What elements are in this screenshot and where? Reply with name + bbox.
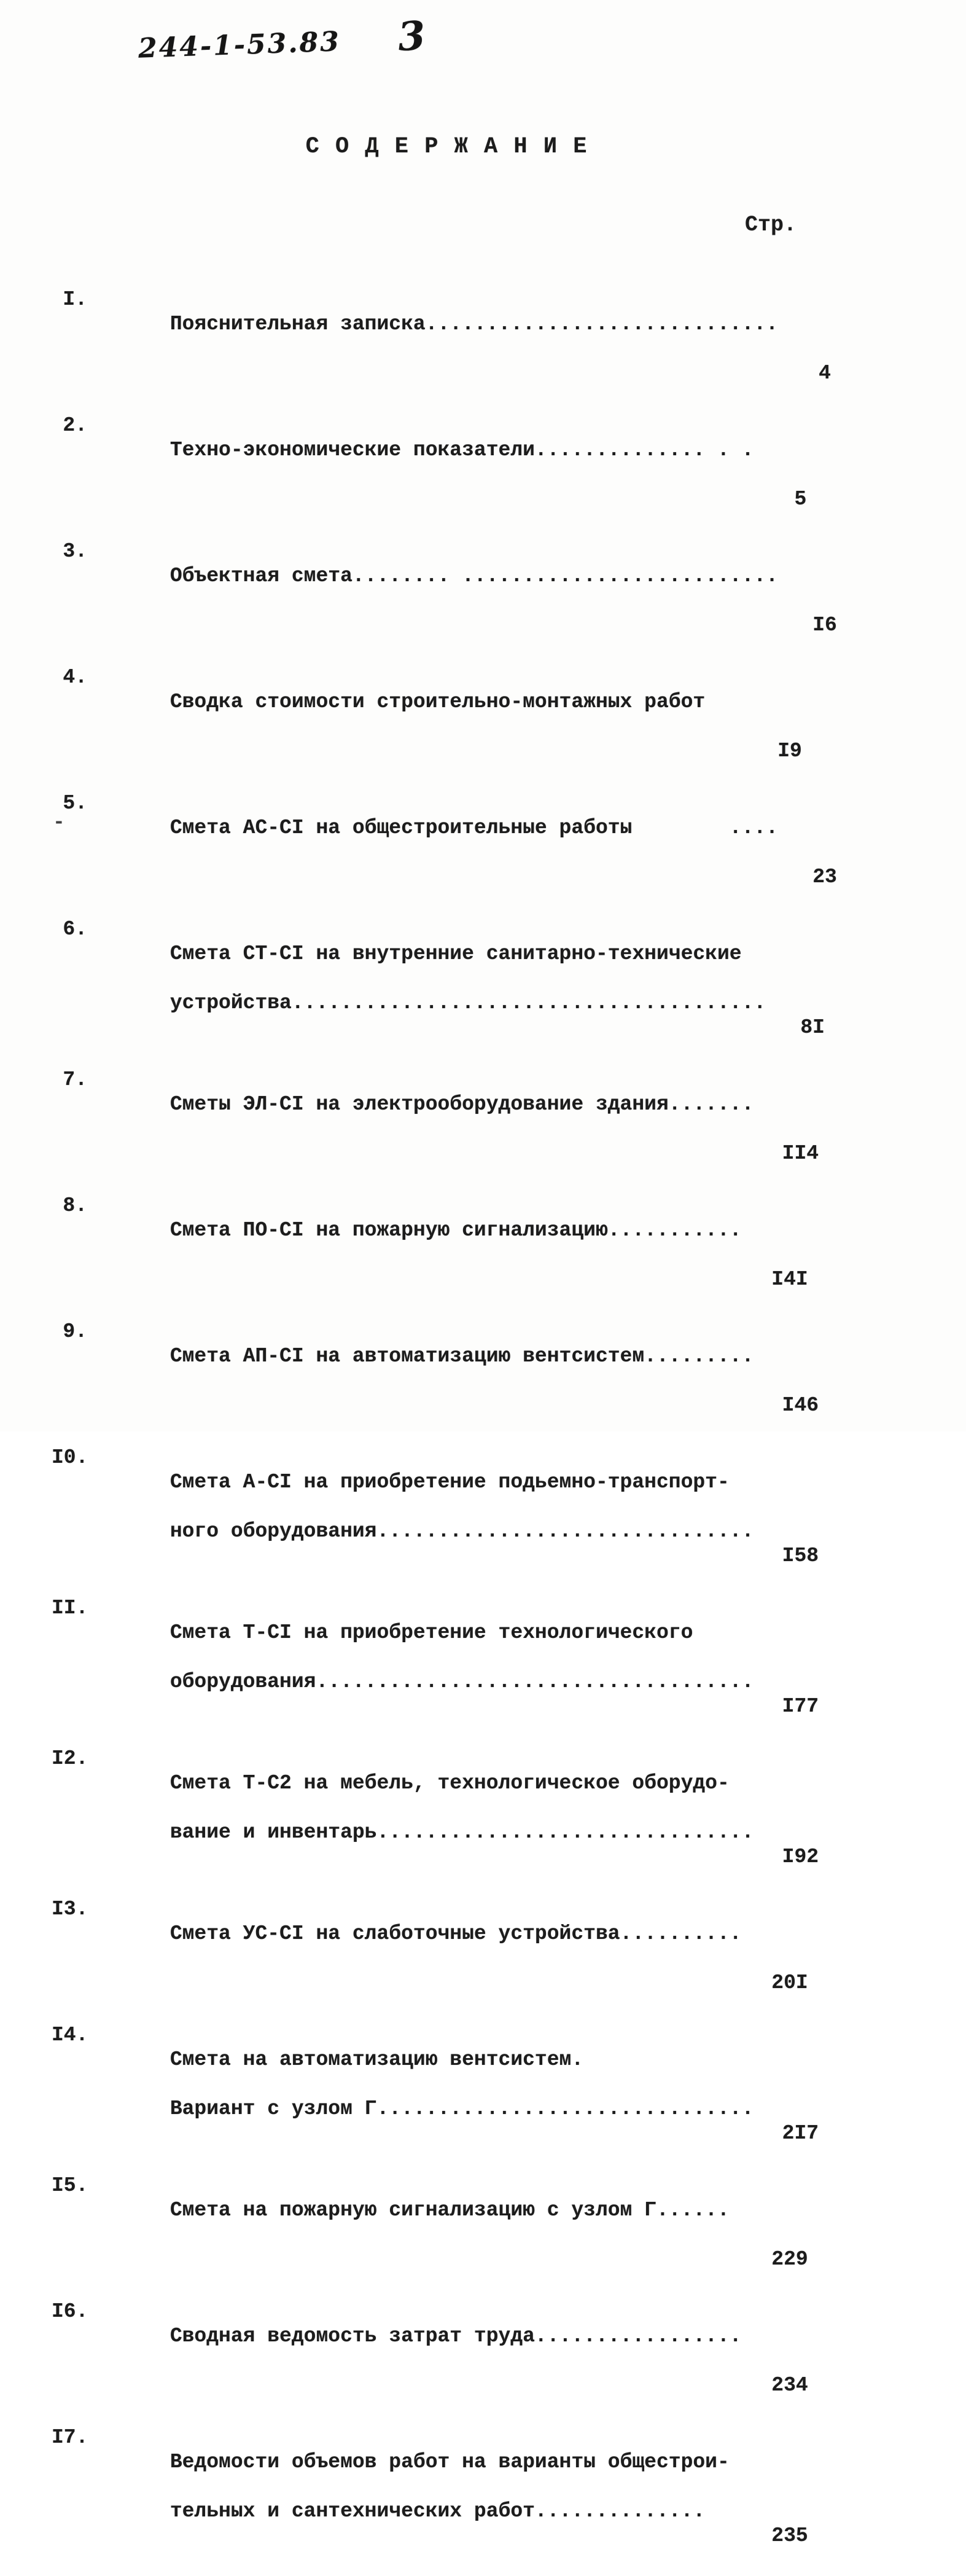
toc-item-number: I2. (52, 1747, 88, 1770)
toc-item-page: 2I7 (782, 2122, 819, 2145)
toc-row (52, 1897, 836, 1995)
toc-item-page: I9 (777, 740, 802, 762)
toc-item-page: 4 (819, 362, 831, 385)
toc-row (52, 2023, 836, 2146)
toc-item-page: I4I (771, 1268, 808, 1291)
toc-item-title (87, 1596, 754, 1719)
toc-item-title-line1: Смета на автоматизацию вентсистем. (169, 2048, 584, 2071)
toc-item-title (87, 1446, 754, 1568)
toc-item-title-line2: устройства....................................... (169, 992, 766, 1014)
toc-item-title-line1: Смета А-СI на приобретение подьемно-транспорт- (169, 1471, 730, 1494)
toc-item-number: 7. (63, 1068, 87, 1091)
toc-item-page: I77 (782, 1695, 819, 1718)
toc-item-page: 234 (771, 2374, 808, 2397)
toc-item-number: I7. (52, 2426, 88, 2449)
toc-item-title-line1: Смета УС-СI на слаботочные устройства.......... (169, 1922, 742, 1945)
toc-row (52, 1446, 836, 1568)
toc-item-page: 20I (771, 1971, 808, 1994)
toc-item-number: I5. (52, 2174, 88, 2197)
toc-item-page: I6 (812, 614, 837, 636)
toc-item-page: I92 (782, 1846, 819, 1868)
toc-item-title-line2: Вариант с узлом Г............................... (169, 2097, 754, 2120)
toc-row (52, 1194, 836, 1292)
toc-row (52, 665, 836, 764)
toc-item-title-line1: Объектная смета........ .......................... (169, 565, 778, 587)
toc-item-title-line1: Смета ПО-СI на пожарную сигнализацию........... (169, 1219, 742, 1242)
toc-list (52, 288, 836, 2576)
toc-item-page: I46 (782, 1394, 819, 1417)
toc-item-number: I0. (52, 1446, 88, 1469)
toc-item-title (87, 413, 754, 512)
toc-item-title (87, 791, 778, 890)
toc-item-title (87, 2023, 754, 2146)
toc-item-title-line2: вание и инвентарь............................... (169, 1821, 754, 1844)
toc-item-page: I58 (782, 1544, 819, 1567)
toc-row (52, 413, 836, 512)
handwritten-doc-code: 244-1-53.83 (138, 26, 341, 65)
toc-item-title (87, 917, 766, 1040)
toc-item-number: I3. (52, 1898, 88, 1920)
toc-item-title-line1: Сметы ЭЛ-СI на электрооборудование здания....... (169, 1093, 754, 1116)
toc-item-title-line1: Пояснительная записка............................. (169, 313, 778, 335)
toc-row (52, 1320, 836, 1418)
toc-item-title (87, 2425, 743, 2548)
toc-row (52, 2174, 836, 2272)
toc-item-page: 23 (812, 866, 837, 888)
toc-item-title-line1: Смета АП-СI на автоматизацию вентсистем......... (169, 1345, 754, 1368)
toc-item-number: II. (52, 1597, 88, 1619)
handwritten-page-number: 3 (396, 12, 427, 61)
toc-item-title (87, 2300, 743, 2398)
toc-item-title (87, 2174, 743, 2272)
toc-item-number: I4. (52, 2024, 88, 2046)
toc-item-number: 8. (63, 1194, 87, 1217)
toc-item-number: 6. (63, 918, 87, 941)
toc-item-title-line1: Смета АС-СI на общестроительные работы .... (169, 816, 778, 839)
scan-artifact-dash: - (53, 811, 65, 834)
toc-row (52, 2300, 836, 2398)
toc-item-title-line2: тельных и сантехнических работ.............. (169, 2500, 706, 2523)
toc-item-number: 4. (63, 666, 87, 689)
toc-item-page: II4 (782, 1142, 819, 1165)
toc-row (52, 1747, 836, 1869)
toc-item-title (87, 1897, 743, 1995)
toc-item-number: 3. (63, 540, 87, 563)
toc-item-title-line1: Смета СТ-СI на внутренние санитарно-технические (169, 942, 742, 965)
toc-item-title-line1: Смета на пожарную сигнализацию с узлом Г...... (169, 2199, 730, 2222)
toc-row (52, 2425, 836, 2548)
toc-item-number: 5. (63, 792, 87, 815)
toc-item-title-line1: Смета Т-С2 на мебель, технологическое оборудо- (169, 1772, 730, 1795)
toc-item-title (87, 539, 778, 638)
toc-item-number: 9. (63, 1320, 87, 1343)
toc-row (52, 1068, 836, 1166)
toc-item-page: 5 (794, 488, 807, 511)
page-column-header: Стр. (745, 213, 797, 237)
toc-item-title-line1: Техно-экономические показатели.............. . . (169, 439, 754, 461)
toc-item-title (87, 288, 778, 386)
page-title: С О Д Е Р Ж А Н И Е (305, 134, 588, 160)
toc-item-title-line2: ного оборудования............................... (169, 1520, 754, 1543)
toc-item-title (87, 1320, 754, 1418)
toc-row (52, 288, 836, 386)
toc-item-page: 8I (800, 1016, 825, 1039)
toc-row (52, 917, 836, 1040)
toc-item-page: 235 (771, 2524, 808, 2547)
toc-item-title-line1: Сводка стоимости строительно-монтажных работ (169, 691, 706, 713)
toc-item-title-line2: оборудования.................................... (169, 1670, 754, 1693)
toc-row (52, 539, 836, 638)
toc-item-title-line1: Ведомости объемов работ на варианты общестрои- (169, 2451, 730, 2473)
toc-item-page: 229 (771, 2248, 808, 2271)
toc-row (52, 791, 836, 890)
toc-item-title (87, 665, 743, 764)
toc-item-number: I. (63, 288, 87, 311)
toc-item-title-line1: Сводная ведомость затрат труда................. (169, 2325, 742, 2347)
toc-item-title (87, 1068, 754, 1166)
toc-item-title (87, 1194, 743, 1292)
toc-row (52, 1596, 836, 1719)
toc-item-title-line1: Смета Т-СI на приобретение технологического (169, 1621, 693, 1644)
toc-item-number: 2. (63, 414, 87, 437)
toc-item-title (87, 1747, 754, 1869)
toc-item-number: I6. (52, 2300, 88, 2323)
